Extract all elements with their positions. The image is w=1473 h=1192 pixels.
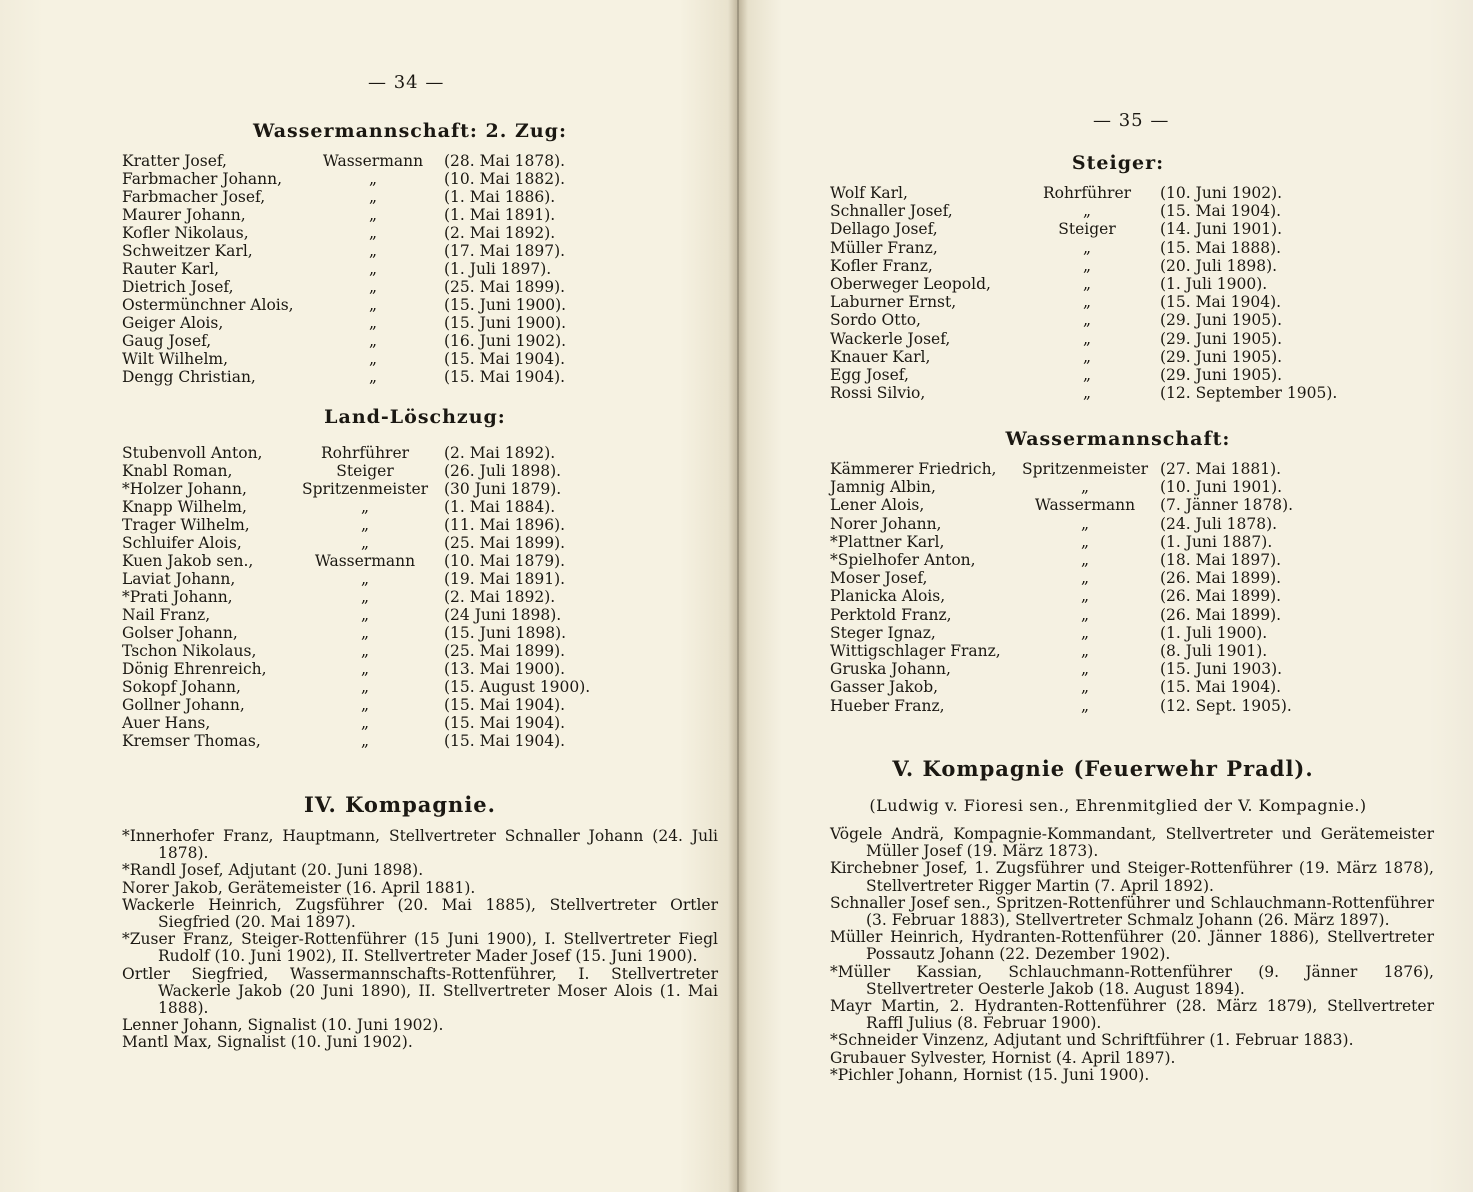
roster-row: [830, 478, 1390, 496]
roster-row: [122, 170, 682, 188]
member-name: Steger Ignaz,: [830, 623, 936, 642]
company-entry: Ortler Siegfried, Wassermannschafts-Rottenführer, I. Stellvertreter Wackerle Jakob (20 Juni 1890), II. Stellvertreter Moser Alois (1. Mai 1888).: [122, 964, 718, 1018]
member-date: (28. Mai 1878).: [444, 152, 566, 170]
member-name: Nail Franz,: [122, 606, 211, 624]
company-entry: Lenner Johann, Signalist (10. Juni 1902).: [122, 1016, 444, 1035]
member-rank: Wassermann: [322, 152, 424, 170]
member-name: Jamnig Albin,: [830, 478, 936, 497]
roster-row: [122, 242, 682, 260]
roster-row: [122, 332, 682, 350]
member-name: Schnaller Josef,: [830, 202, 953, 221]
member-name: Gruska Johann,: [830, 660, 951, 679]
member-rank: „: [1082, 256, 1092, 275]
company-entry: Vögele Andrä, Kompagnie-Kommandant, Stellvertreter und Gerätemeister Müller Josef (19. März 1873).: [830, 825, 1434, 861]
roster-row: [122, 224, 682, 242]
member-date: (1. Juli 1900).: [1160, 275, 1268, 293]
member-date: (29. Juni 1905).: [1160, 347, 1283, 366]
member-rank: „: [360, 498, 370, 516]
member-name: Maurer Johann,: [122, 206, 246, 224]
company-title: IV. Kompagnie.: [304, 792, 496, 817]
member-rank: „: [1082, 238, 1092, 257]
section-heading: Wassermannschaft:: [1005, 428, 1231, 450]
member-name: Dengg Christian,: [122, 368, 256, 386]
member-date: (10. Juni 1902).: [1160, 184, 1283, 202]
roster-row: [122, 552, 682, 570]
roster-row: [830, 293, 1390, 311]
member-rank: „: [360, 534, 370, 552]
member-name: Tschon Nikolaus,: [122, 642, 257, 660]
roster-row: [122, 570, 682, 588]
member-date: (1. Juli 1897).: [444, 260, 552, 278]
member-rank: „: [1082, 366, 1092, 384]
member-rank: Steiger: [336, 462, 394, 480]
member-name: Lener Alois,: [830, 496, 925, 515]
roster-row: [122, 732, 682, 750]
member-rank: „: [368, 224, 378, 242]
member-rank: „: [1080, 623, 1090, 642]
member-name: Auer Hans,: [122, 714, 211, 732]
member-date: (13. Mai 1900).: [444, 660, 566, 678]
roster-row: [122, 534, 682, 552]
member-rank: „: [360, 606, 370, 624]
member-rank: „: [1082, 311, 1092, 330]
member-date: (27. Mai 1881).: [1160, 460, 1282, 478]
member-name: Kofler Franz,: [830, 256, 933, 275]
member-date: (14. Juni 1901).: [1160, 220, 1283, 239]
member-name: Egg Josef,: [830, 366, 909, 384]
roster-row: [830, 496, 1390, 514]
member-date: (18. Mai 1897).: [1160, 551, 1282, 569]
member-date: (7. Jänner 1878).: [1160, 496, 1294, 515]
company-entry: Schnaller Josef sen., Spritzen-Rottenführer und Schlauchmann-Rottenführer (3. Februar 1883), Stellvertreter Schmalz Johann (26. März 1897).: [830, 893, 1434, 930]
member-rank: Rohrführer: [320, 444, 410, 462]
company-entry: *Pichler Johann, Hornist (15. Juni 1900).: [830, 1065, 1150, 1084]
member-rank: „: [1082, 275, 1092, 293]
member-date: (25. Mai 1899).: [444, 278, 566, 296]
member-name: Rauter Karl,: [122, 260, 220, 278]
member-date: (15. Juni 1898).: [444, 624, 567, 642]
section-heading: Steiger:: [1071, 152, 1165, 174]
roster-row: [122, 206, 682, 224]
company-entry: Norer Jakob, Gerätemeister (16. April 1881).: [122, 878, 476, 897]
member-date: (15. Mai 1904).: [1160, 202, 1282, 221]
company-entry: *Schneider Vinzenz, Adjutant und Schriftführer (1. Februar 1883).: [830, 1031, 1354, 1050]
roster-row: [830, 257, 1390, 275]
member-date: (12. Sept. 1905).: [1160, 696, 1292, 715]
member-date: (29. Juni 1905).: [1160, 366, 1283, 384]
member-date: (25. Mai 1899).: [444, 534, 566, 552]
roster-row: [122, 314, 682, 332]
company-title: V. Kompagnie (Feuerwehr Pradl).: [892, 756, 1314, 781]
member-rank: „: [360, 714, 370, 732]
roster-row: [830, 184, 1390, 202]
member-name: Kämmerer Friedrich,: [830, 460, 997, 478]
member-rank: „: [360, 588, 370, 606]
member-rank: „: [368, 260, 378, 278]
member-rank: „: [368, 368, 378, 386]
member-name: Stubenvoll Anton,: [122, 444, 263, 462]
member-name: Kremser Thomas,: [122, 732, 261, 750]
member-name: Sordo Otto,: [830, 311, 921, 330]
member-rank: „: [360, 516, 370, 534]
book-gutter: [728, 0, 748, 1192]
roster-row: [830, 569, 1390, 587]
company-entry: Mantl Max, Signalist (10. Juni 1902).: [122, 1033, 413, 1052]
member-date: (15. Juni 1900).: [444, 296, 567, 314]
company-entry: *Innerhofer Franz, Hauptmann, Stellvertreter Schnaller Johann (24. Juli 1878).: [122, 827, 718, 863]
member-rank: „: [1082, 384, 1092, 403]
roster-row: [830, 515, 1390, 533]
member-name: Wackerle Josef,: [830, 329, 951, 348]
member-rank: „: [368, 350, 378, 368]
member-name: Trager Wilhelm,: [122, 516, 250, 534]
company-entry: *Zuser Franz, Steiger-Rottenführer (15 Juni 1900), I. Stellvertreter Fiegl Rudolf (10. Juni 1902), II. Stellvertreter Mader Josef (15. Juni 1900).: [122, 930, 718, 966]
roster-row: [830, 551, 1390, 569]
member-rank: „: [1080, 514, 1090, 533]
roster-row: [830, 384, 1390, 402]
member-rank: „: [360, 732, 370, 750]
member-rank: Spritzenmeister: [301, 480, 429, 498]
member-date: (1. Mai 1886).: [444, 188, 556, 206]
member-date: (26. Mai 1899).: [1160, 587, 1282, 606]
page-number: — 35 —: [1093, 110, 1170, 131]
roster-row: [122, 368, 682, 386]
member-name: Farbmacher Josef,: [122, 188, 266, 206]
member-name: Kuen Jakob sen.,: [122, 552, 254, 570]
member-rank: „: [360, 570, 370, 588]
member-date: (1. Mai 1891).: [444, 206, 556, 224]
member-date: (29. Juni 1905).: [1160, 311, 1283, 330]
member-name: *Prati Johann,: [122, 588, 233, 606]
member-name: Schluifer Alois,: [122, 534, 242, 552]
member-rank: „: [368, 188, 378, 206]
member-date: (2. Mai 1892).: [444, 224, 556, 242]
member-rank: „: [1080, 678, 1090, 697]
member-rank: „: [1080, 605, 1090, 624]
roster-row: [122, 606, 682, 624]
member-date: (15. Mai 1904).: [1160, 293, 1282, 312]
member-rank: „: [1082, 202, 1092, 221]
member-name: Dellago Josef,: [830, 220, 938, 239]
roster-row: [122, 678, 682, 696]
member-name: *Spielhofer Anton,: [830, 551, 976, 569]
member-date: (26. Mai 1899).: [1160, 605, 1282, 624]
member-name: Rossi Silvio,: [830, 384, 926, 403]
member-date: (19. Mai 1891).: [444, 570, 566, 588]
member-rank: „: [360, 624, 370, 642]
member-name: Knabl Roman,: [122, 462, 233, 480]
right-page: [738, 0, 1473, 1192]
member-date: (1. Juni 1887).: [1160, 532, 1273, 551]
member-date: (1. Juli 1900).: [1160, 623, 1268, 642]
member-rank: Steiger: [1058, 220, 1116, 239]
member-date: (15. Juni 1900).: [444, 314, 567, 332]
roster-row: [122, 480, 682, 498]
member-name: Planicka Alois,: [830, 587, 946, 606]
roster-row: [830, 624, 1390, 642]
member-date: (24 Juni 1898).: [444, 606, 562, 624]
member-rank: „: [360, 696, 370, 714]
section-heading: Land-Löschzug:: [324, 406, 506, 428]
member-rank: „: [1080, 642, 1090, 660]
roster-row: [122, 296, 682, 314]
member-name: Knapp Wilhelm,: [122, 498, 247, 516]
company-entry: Wackerle Heinrich, Zugsführer (20. Mai 1885), Stellvertreter Ortler Siegfried (20. Mai 1897).: [122, 895, 718, 932]
roster-row: [830, 533, 1390, 551]
member-name: Oberweger Leopold,: [830, 275, 991, 293]
member-name: *Holzer Johann,: [122, 480, 247, 498]
company-paragraphs: [830, 826, 1434, 1084]
company-entry: Müller Heinrich, Hydranten-Rottenführer (20. Jänner 1886), Stellvertreter Possautz Johann (22. Dezember 1902).: [830, 928, 1434, 964]
member-date: (15. Mai 1904).: [444, 696, 566, 714]
member-rank: Spritzenmeister: [1021, 460, 1149, 478]
member-name: Ostermünchner Alois,: [122, 296, 294, 314]
member-rank: „: [368, 170, 378, 188]
member-name: Wittigschlager Franz,: [830, 642, 1001, 660]
roster-row: [122, 588, 682, 606]
roster-row: [122, 260, 682, 278]
section-heading: Wassermannschaft: 2. Zug:: [253, 120, 567, 142]
member-date: (15. Mai 1904).: [444, 368, 566, 386]
member-name: Farbmacher Johann,: [122, 170, 283, 188]
company-entry: Kirchebner Josef, 1. Zugsführer und Steiger-Rottenführer (19. März 1878), Stellvertreter Rigger Martin (7. April 1892).: [830, 859, 1434, 895]
member-name: Perktold Franz,: [830, 605, 952, 624]
roster-row: [830, 239, 1390, 257]
member-rank: „: [1082, 347, 1092, 366]
member-date: (30 Juni 1879).: [444, 480, 562, 498]
member-rank: „: [368, 296, 378, 314]
member-name: Kofler Nikolaus,: [122, 224, 249, 242]
member-rank: „: [1080, 532, 1090, 551]
member-date: (15. Mai 1904).: [444, 350, 566, 368]
roster-row: [830, 642, 1390, 660]
member-rank: „: [360, 678, 370, 696]
member-rank: „: [368, 332, 378, 350]
member-name: Wolf Karl,: [830, 184, 908, 202]
member-name: Hueber Franz,: [830, 696, 945, 715]
member-date: (15. August 1900).: [444, 678, 591, 696]
member-rank: Rohrführer: [1042, 184, 1132, 202]
member-rank: „: [1080, 569, 1090, 588]
member-date: (15. Mai 1904).: [444, 732, 566, 750]
roster-row: [830, 348, 1390, 366]
roster-row: [830, 311, 1390, 329]
page-number: — 34 —: [368, 72, 445, 93]
member-date: (15. Mai 1904).: [444, 714, 566, 732]
member-name: *Plattner Karl,: [830, 532, 945, 551]
member-date: (26. Mai 1899).: [1160, 569, 1282, 588]
member-date: (29. Juni 1905).: [1160, 329, 1283, 348]
member-name: Sokopf Johann,: [122, 678, 241, 696]
member-name: Gaug Josef,: [122, 332, 212, 350]
member-date: (12. September 1905).: [1160, 384, 1338, 403]
member-date: (10. Juni 1901).: [1160, 478, 1283, 497]
member-date: (10. Mai 1879).: [444, 552, 566, 570]
member-date: (17. Mai 1897).: [444, 242, 566, 260]
member-name: Gasser Jakob,: [830, 678, 939, 697]
member-date: (15. Mai 1888).: [1160, 238, 1282, 257]
member-date: (26. Juli 1898).: [444, 462, 562, 480]
member-name: Laviat Johann,: [122, 570, 236, 588]
roster-row: [122, 624, 682, 642]
member-name: Schweitzer Karl,: [122, 242, 253, 260]
member-rank: „: [1080, 587, 1090, 606]
member-rank: „: [360, 660, 370, 678]
member-date: (24. Juli 1878).: [1160, 514, 1278, 533]
member-name: Kratter Josef,: [122, 152, 227, 170]
member-name: Moser Josef,: [830, 569, 928, 588]
member-rank: „: [368, 278, 378, 296]
member-date: (16. Juni 1902).: [444, 332, 567, 350]
member-name: Geiger Alois,: [122, 314, 224, 332]
roster-row: [122, 696, 682, 714]
member-rank: „: [1080, 696, 1090, 715]
company-entry: *Randl Josef, Adjutant (20. Juni 1898).: [122, 861, 424, 880]
member-name: Dönig Ehrenreich,: [122, 660, 267, 678]
member-date: (2. Mai 1892).: [444, 588, 556, 606]
roster-row: [122, 516, 682, 534]
member-date: (15. Mai 1904).: [1160, 678, 1282, 697]
company-paragraphs: [122, 828, 718, 1052]
roster-row: [830, 606, 1390, 624]
roster-row: [122, 642, 682, 660]
roster-row: [830, 660, 1390, 678]
company-entry: *Müller Kassian, Schlauchmann-Rottenführer (9. Jänner 1876), Stellvertreter Oesterle Jakob (18. August 1894).: [830, 962, 1434, 998]
roster-row: [122, 188, 682, 206]
member-date: (10. Mai 1882).: [444, 170, 566, 188]
member-rank: „: [368, 206, 378, 224]
member-date: (25. Mai 1899).: [444, 642, 566, 660]
member-rank: „: [1082, 329, 1092, 348]
member-date: (15. Juni 1903).: [1160, 660, 1283, 679]
member-name: Wilt Wilhelm,: [122, 350, 229, 368]
member-date: (8. Juli 1901).: [1160, 642, 1268, 660]
roster-row: [830, 366, 1390, 384]
member-name: Laburner Ernst,: [830, 293, 957, 312]
roster-row: [830, 587, 1390, 605]
roster-row: [830, 697, 1390, 715]
member-name: Gollner Johann,: [122, 696, 245, 714]
member-name: Norer Johann,: [830, 514, 942, 533]
member-date: (11. Mai 1896).: [444, 516, 566, 534]
member-date: (20. Juli 1898).: [1160, 256, 1278, 275]
company-entry: Grubauer Sylvester, Hornist (4. April 1897).: [830, 1048, 1176, 1067]
roster-row: [122, 498, 682, 516]
company-entry: Mayr Martin, 2. Hydranten-Rottenführer (28. März 1879), Stellvertreter Raffl Julius (8. Februar 1900).: [830, 997, 1434, 1033]
roster-row: [830, 678, 1390, 696]
member-rank: Wassermann: [314, 552, 416, 570]
member-rank: „: [1082, 293, 1092, 312]
member-name: Knauer Karl,: [830, 347, 931, 366]
company-subtitle: (Ludwig v. Fioresi sen., Ehrenmitglied der V. Kompagnie.): [869, 796, 1367, 815]
roster-row: [830, 330, 1390, 348]
member-rank: „: [1080, 551, 1090, 569]
roster-row: [830, 460, 1390, 478]
member-rank: „: [360, 642, 370, 660]
roster-row: [122, 714, 682, 732]
roster-row: [122, 660, 682, 678]
member-rank: „: [368, 314, 378, 332]
member-date: (2. Mai 1892).: [444, 444, 556, 462]
roster-row: [830, 202, 1390, 220]
member-rank: „: [1080, 660, 1090, 679]
roster-row: [122, 350, 682, 368]
roster-row: [122, 278, 682, 296]
member-name: Müller Franz,: [830, 238, 938, 257]
roster-row: [122, 444, 682, 462]
member-date: (1. Mai 1884).: [444, 498, 556, 516]
member-name: Golser Johann,: [122, 624, 238, 642]
roster-row: [122, 462, 682, 480]
roster-row: [122, 152, 682, 170]
roster-row: [830, 220, 1390, 238]
member-rank: „: [1080, 478, 1090, 497]
member-rank: Wassermann: [1034, 496, 1136, 515]
member-rank: „: [368, 242, 378, 260]
roster-row: [830, 275, 1390, 293]
member-name: Dietrich Josef,: [122, 278, 234, 296]
